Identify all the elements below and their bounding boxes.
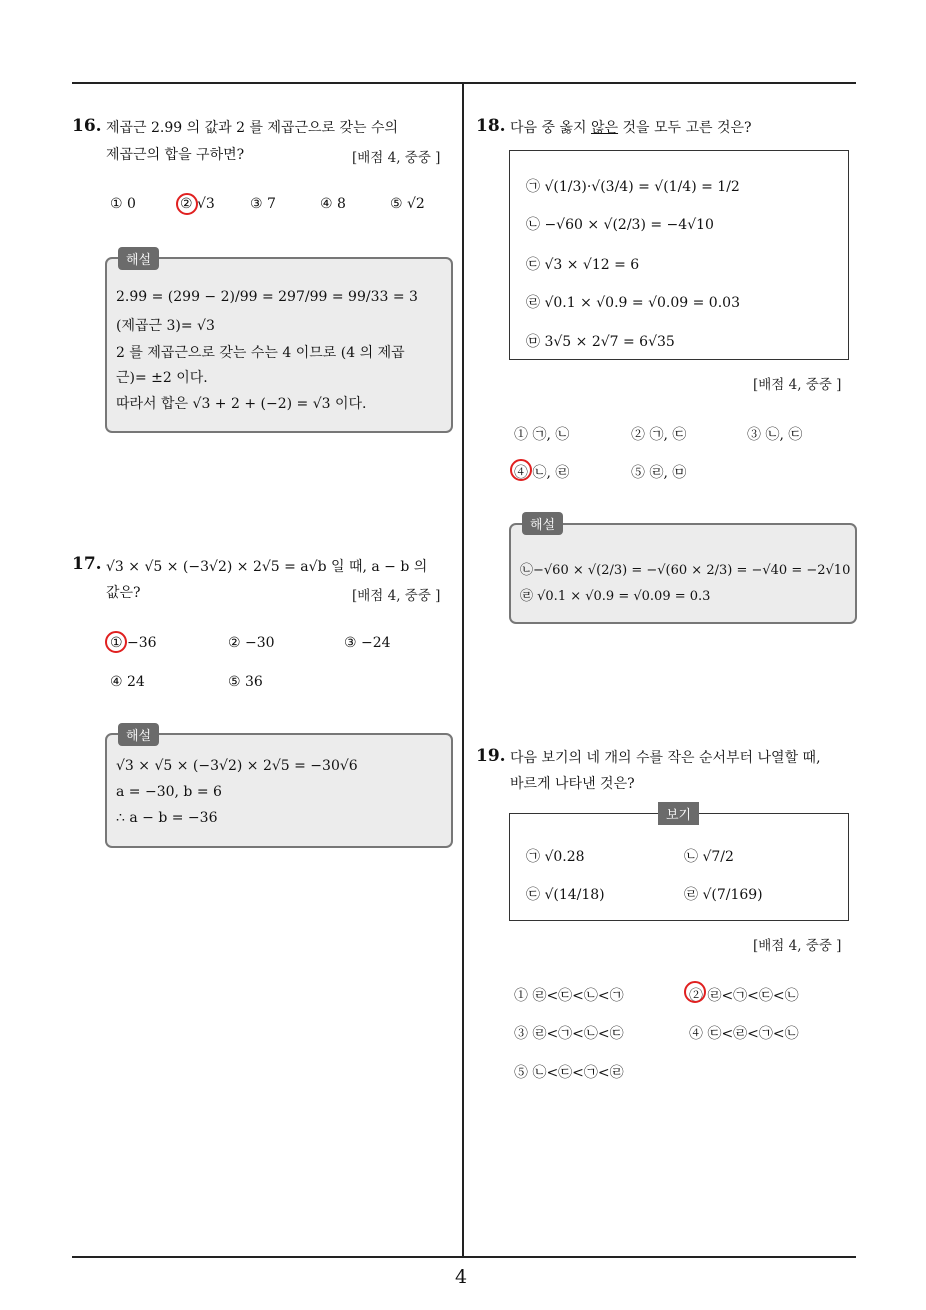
q19-choice-3[interactable]: ③ ㉣<㉠<㉡<㉢	[514, 1026, 624, 1042]
q18-statement-4: ㉣ √0.1 × √0.9 = √0.09 = 0.03	[526, 295, 740, 311]
q17-choice-1[interactable]: ① −36	[110, 635, 157, 651]
q18-statement-3: ㉢ √3 × √12 = 6	[526, 257, 640, 273]
q16-meta: [배점 4, 중중 ]	[352, 150, 441, 166]
q17-solution-line2: a = −30, b = 6	[116, 784, 222, 800]
q19-item-1: ㉠ √0.28	[526, 849, 585, 865]
q18-statement-5: ㉤ 3√5 × 2√7 = 6√35	[526, 334, 675, 350]
q19-text-line1: 다음 보기의 네 개의 수를 작은 순서부터 나열할 때,	[510, 750, 821, 766]
q17-choice-5[interactable]: ⑤ 36	[228, 674, 263, 690]
q16-answer-mark	[176, 193, 198, 215]
q16-solution-line4: 근)= ±2 이다.	[116, 370, 208, 386]
q19-item-3: ㉢ √(14/18)	[526, 887, 605, 903]
q17-text-line2: 값은?	[106, 585, 141, 601]
q18-choice-3[interactable]: ③ ㉡, ㉢	[747, 427, 803, 443]
q18-meta: [배점 4, 중중 ]	[753, 377, 842, 393]
q18-solution-line1: ㉡−√60 × √(2/3) = −√(60 × 2/3) = −√40 = −2√10	[520, 563, 851, 578]
q16-choice-2[interactable]: ② √3	[180, 196, 215, 212]
q17-solution-line3: ∴ a − b = −36	[116, 810, 218, 826]
q16-solution-line3: 2 를 제곱근으로 갖는 수는 4 이므로 (4 의 제곱	[116, 345, 405, 361]
q17-number: 17.	[72, 554, 102, 574]
q17-answer-mark	[105, 631, 127, 653]
q17-meta: [배점 4, 중중 ]	[352, 588, 441, 604]
q18-statement-2: ㉡ −√60 × √(2/3) = −4√10	[526, 217, 714, 233]
q18-solution-line2: ㉣ √0.1 × √0.9 = √0.09 = 0.3	[520, 589, 711, 604]
q19-choice-4[interactable]: ④ ㉢<㉣<㉠<㉡	[689, 1026, 799, 1042]
q18-text-underlined: 않은	[590, 120, 619, 136]
q16-number: 16.	[72, 116, 102, 136]
q18-text-part2: 것을 모두 고른 것은?	[618, 120, 752, 136]
q18-statement-1: ㉠ √(1/3)·√(3/4) = √(1/4) = 1/2	[526, 179, 740, 195]
q18-number: 18.	[476, 116, 506, 136]
q19-choice-2[interactable]: ② ㉣<㉠<㉢<㉡	[689, 988, 799, 1004]
q16-solution-line1: 2.9̇9̇ = (299 − 2)/99 = 297/99 = 99/33 = 3	[116, 289, 418, 305]
q18-choice-2[interactable]: ② ㉠, ㉢	[631, 427, 687, 443]
q19-meta: [배점 4, 중중 ]	[753, 938, 842, 954]
q18-solution-label: 해설	[522, 512, 563, 535]
q17-choice-2[interactable]: ② −30	[228, 635, 275, 651]
top-rule	[72, 82, 856, 84]
q19-answer-mark	[684, 981, 706, 1003]
q19-bogi-label: 보기	[658, 802, 699, 825]
q19-bogi-box	[509, 813, 849, 921]
q16-text-line1: 제곱근 2.9̇9̇ 의 값과 2 를 제곱근으로 갖는 수의	[106, 120, 399, 136]
q16-solution-line2: (제곱근 3)= √3	[116, 318, 215, 334]
q17-choice-4[interactable]: ④ 24	[110, 674, 145, 690]
q19-text-line2: 바르게 나타낸 것은?	[510, 776, 635, 792]
bottom-rule	[72, 1256, 856, 1258]
q16-solution-line5: 따라서 합은 √3 + 2 + (−2) = √3 이다.	[116, 396, 367, 412]
q18-choice-4[interactable]: ④ ㉡, ㉣	[514, 465, 570, 481]
q16-solution-label: 해설	[118, 247, 159, 270]
q16-choice-1[interactable]: ① 0	[110, 196, 136, 212]
page-number: 4	[455, 1266, 468, 1288]
q19-item-4: ㉣ √(7/169)	[684, 887, 763, 903]
q16-choice-4[interactable]: ④ 8	[320, 196, 346, 212]
q18-answer-mark	[510, 459, 532, 481]
q16-choice-5[interactable]: ⑤ √2	[390, 196, 425, 212]
q17-solution-label: 해설	[118, 723, 159, 746]
q18-choice-5[interactable]: ⑤ ㉣, ㉤	[631, 465, 687, 481]
q16-text-line2: 제곱근의 합을 구하면?	[106, 147, 245, 163]
q19-choice-5[interactable]: ⑤ ㉡<㉢<㉠<㉣	[514, 1065, 624, 1081]
q16-choice-3[interactable]: ③ 7	[250, 196, 276, 212]
q19-item-2: ㉡ √7/2	[684, 849, 734, 865]
q18-text-part1: 다음 중 옳지	[510, 120, 591, 136]
q19-choice-1[interactable]: ① ㉣<㉢<㉡<㉠	[514, 988, 624, 1004]
q18-text-line1	[510, 117, 752, 139]
q17-solution-line1: √3 × √5 × (−3√2) × 2√5 = −30√6	[116, 758, 358, 774]
q17-choice-3[interactable]: ③ −24	[344, 635, 391, 651]
column-divider	[462, 82, 464, 1257]
q17-text-line1: √3 × √5 × (−3√2) × 2√5 = a√b 일 때, a − b 의	[106, 559, 428, 575]
q19-number: 19.	[476, 746, 506, 766]
q18-choice-1[interactable]: ① ㉠, ㉡	[514, 427, 570, 443]
